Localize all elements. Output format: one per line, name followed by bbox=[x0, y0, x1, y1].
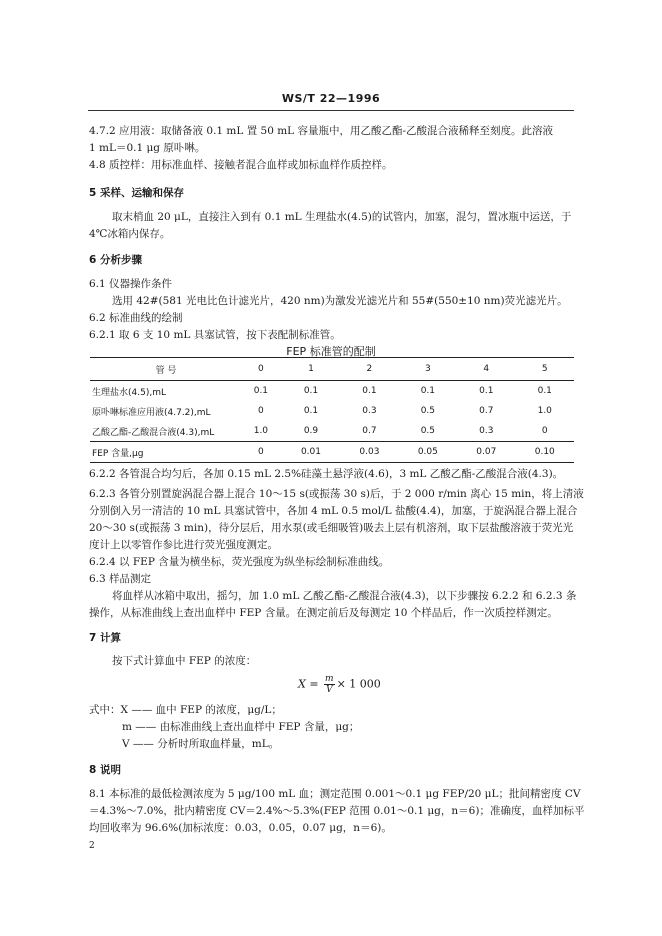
row-label: 原卟啉标准应用液(4.7.2),mL bbox=[92, 407, 211, 418]
formula-lhs: X = bbox=[298, 677, 323, 691]
table-cell: 0.9 bbox=[303, 426, 319, 436]
table-header-cell: 4 bbox=[457, 358, 515, 381]
clause-4-7-2-line-1: 4.7.2 应用液：取储备液 0.1 mL 置 50 mL 容量瓶中，用乙酸乙酯-乙酸混合液稀释至刻度。此溶液 bbox=[89, 125, 554, 137]
table-cell: 0.05 bbox=[399, 442, 457, 463]
table-cell: 0.01 bbox=[282, 442, 340, 463]
clause-6-3-title: 6.3 样品测定 bbox=[89, 573, 152, 585]
row-label: 生理盐水(4.5),mL bbox=[92, 387, 166, 398]
section-5-title: 5 采样、运输和保存 bbox=[89, 187, 184, 199]
row-label: 乙酸乙酯-乙酸混合液(4.3),mL bbox=[92, 427, 215, 438]
formula-rhs: × 1 000 bbox=[336, 677, 381, 691]
clause-6-2-title: 6.2 标准曲线的绘制 bbox=[89, 312, 183, 324]
table-cell: 0.10 bbox=[516, 442, 574, 463]
formula-fraction bbox=[324, 674, 335, 695]
clause-6-2-3-line-3: 20～30 s(或振荡 3 min)，待分层后，用水泵(或毛细吸管)吸去上层有机溶剂，取下层盐酸溶液于荧光光 bbox=[89, 522, 574, 534]
clause-6-2-2-line-1: 6.2.2 各管混合均匀后，各加 0.15 mL 2.5%硅藻土悬浮液(4.6)，3 mL 乙酸乙酯-乙酸混合液(4.3)。 bbox=[89, 468, 564, 480]
table-header-cell: 0 bbox=[240, 358, 282, 381]
table-cell: 0.1 bbox=[253, 386, 269, 396]
row-label: FEP 含量,μg bbox=[90, 442, 240, 463]
table-cell: 0.7 bbox=[362, 426, 377, 436]
formula-intro: 按下式计算血中 FEP 的浓度： bbox=[112, 655, 257, 667]
section-8-title: 8 说明 bbox=[89, 764, 121, 776]
table-cell: 0 bbox=[541, 426, 548, 436]
table-cell: 0.1 bbox=[537, 386, 552, 396]
table-header-cell: 2 bbox=[340, 358, 398, 381]
fep-standard-table bbox=[90, 357, 574, 463]
formula-where-1: 式中：X —— 血中 FEP 的浓度，μg/L； bbox=[89, 704, 282, 716]
table-row bbox=[90, 401, 574, 421]
standard-code-header: WS/T 22—1996 bbox=[281, 92, 381, 105]
table-cell: 0.3 bbox=[479, 426, 494, 436]
clause-8-1-line-3: 均回收率为 96.6%(加标浓度：0.03，0.05，0.07 μg，n＝6)。 bbox=[89, 822, 392, 834]
table-cell: 0.7 bbox=[479, 406, 494, 416]
clause-4-7-2-line-2: 1 mL＝0.1 μg 原卟啉。 bbox=[89, 142, 206, 154]
clause-6-3-line-2: 操作，从标准曲线上查出血样中 FEP 含量。在测定前后及每测定 10 个样品后，作一次质控样测定。 bbox=[89, 607, 558, 619]
formula-where-3: V —— 分析时所取血样量，mL。 bbox=[122, 738, 280, 750]
table-row bbox=[90, 381, 574, 402]
page-number: 2 bbox=[89, 841, 95, 851]
table-caption: FEP 标准管的配制 bbox=[286, 345, 376, 358]
formula-numerator: m bbox=[325, 674, 334, 684]
formula-denominator: V bbox=[326, 685, 333, 695]
section-5-line-1: 取末梢血 20 μL，直接注入到有 0.1 mL 生理盐水(4.5)的试管内，加塞，混匀，置冰瓶中运送，于 bbox=[112, 211, 572, 223]
clause-4-8-line-1: 4.8 质控样：用标准血样、接触者混合血样或加标血样作质控样。 bbox=[89, 159, 393, 171]
table-cell: 0 bbox=[240, 442, 282, 463]
clause-6-3-line-1: 将血样从冰箱中取出，摇匀，加 1.0 mL 乙酸乙酯-乙酸混合液(4.3)，以下步骤按 6.2.2 和 6.2.3 条 bbox=[112, 590, 577, 602]
table-cell: 0.3 bbox=[362, 406, 377, 416]
table-cell: 1.0 bbox=[253, 426, 269, 436]
clause-6-2-1-line-1: 6.2.1 取 6 支 10 mL 具塞试管，按下表配制标准管。 bbox=[89, 329, 341, 341]
table-header-row bbox=[90, 358, 574, 381]
section-5-line-2: 4℃冰箱内保存。 bbox=[89, 228, 171, 240]
table-cell: 0.1 bbox=[479, 386, 494, 396]
table-cell: 0.5 bbox=[420, 406, 436, 416]
table-header-cell: 5 bbox=[516, 358, 574, 381]
clause-6-2-3-line-1: 6.2.3 各管分别置旋涡混合器上混合 10～15 s(或振荡 30 s)后，于 2 000 r/min 离心 15 min，将上清液 bbox=[89, 488, 584, 500]
clause-6-1-title: 6.1 仪器操作条件 bbox=[89, 278, 173, 290]
formula-where-2: m —— 由标准曲线上查出血样中 FEP 含量，μg； bbox=[122, 721, 360, 733]
section-7-title: 7 计算 bbox=[89, 632, 121, 644]
table-cell: 0.03 bbox=[340, 442, 398, 463]
clause-6-2-3-line-2: 分别倒入另一清洁的 10 mL 具塞试管中，各加 4 mL 0.5 mol/L 盐酸(4.4)，加塞，于旋涡混合器上混合 bbox=[89, 505, 578, 517]
clause-6-2-3-line-4: 度计上以零管作参比进行荧光强度测定。 bbox=[89, 539, 278, 551]
table-header-cell: 1 bbox=[282, 358, 340, 381]
fep-formula bbox=[298, 674, 381, 695]
table-cell: 1.0 bbox=[537, 406, 552, 416]
clause-8-1-line-1: 8.1 本标准的最低检测浓度为 5 μg/100 mL 血；测定范围 0.001～0.1 μg FEP/20 μL；批间精密度 CV bbox=[89, 788, 581, 800]
table-cell: 0 bbox=[258, 406, 264, 416]
table-row bbox=[90, 442, 574, 463]
section-6-title: 6 分析步骤 bbox=[89, 254, 142, 266]
table-cell: 0.1 bbox=[303, 386, 319, 396]
table-cell: 0.1 bbox=[420, 386, 436, 396]
table-cell: 0.5 bbox=[420, 426, 436, 436]
table-header-label: 管 号 bbox=[90, 358, 240, 381]
table-cell: 0.1 bbox=[362, 386, 377, 396]
table-row bbox=[90, 421, 574, 442]
clause-6-2-4-line-1: 6.2.4 以 FEP 含量为横坐标，荧光强度为纵坐标绘制标准曲线。 bbox=[89, 556, 390, 568]
table-header-cell: 3 bbox=[399, 358, 457, 381]
clause-8-1-line-2: ＝4.3%～7.0%，批内精密度 CV＝2.4%～5.3%(FEP 范围 0.01～0.1 μg，n＝6)；准确度，血样加标平 bbox=[89, 805, 585, 817]
header-rule bbox=[88, 110, 574, 111]
table-cell: 0.07 bbox=[457, 442, 515, 463]
table-cell: 0.1 bbox=[303, 406, 319, 416]
clause-6-1-line-1: 选用 42#(581 光电比色计滤光片，420 nm)为激发光滤光片和 55#(550±10 nm)荧光滤光片。 bbox=[112, 295, 568, 307]
